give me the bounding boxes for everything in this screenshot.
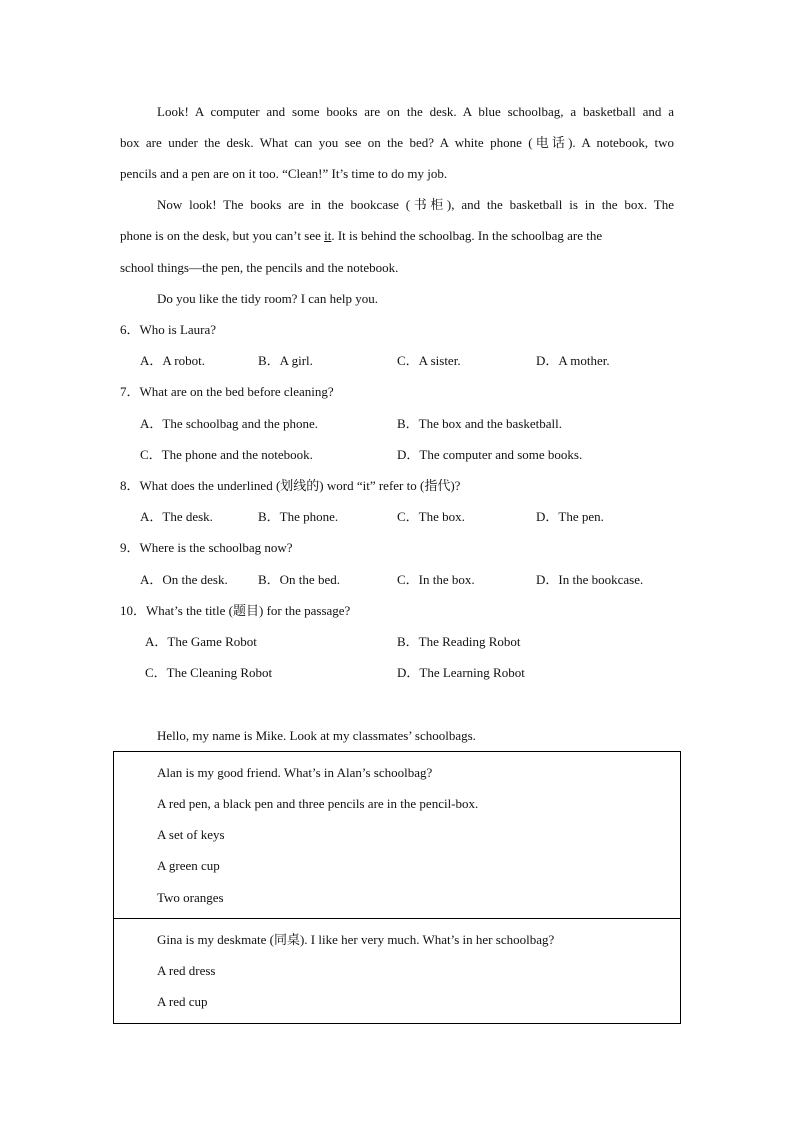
option-a[interactable]: A．The Game Robot [145,634,257,649]
box-line: Two oranges [157,890,224,905]
option-b[interactable]: B．The phone. [258,509,339,524]
passage-line: box are under the desk. What can you see on the bed? A white phone (电话). A notebook, two [120,135,674,150]
option-a[interactable]: A．On the desk. [140,572,228,587]
box-line: A green cup [157,858,220,873]
box-line: A red dress [157,963,216,978]
option-b[interactable]: B．On the bed. [258,572,340,587]
box-line: Alan is my good friend. What’s in Alan’s schoolbag? [157,765,433,780]
option-b[interactable]: B．A girl. [258,353,313,368]
question-stem: 6．Who is Laura? [120,322,217,337]
option-c[interactable]: C．The Cleaning Robot [145,665,273,680]
option-c[interactable]: C．The box. [397,509,465,524]
underlined-word-it: it [324,228,332,243]
passage-line: Look! A computer and some books are on the desk. A blue schoolbag, a basketball and a [157,104,674,119]
question-stem: 10．What’s the title (题目) for the passage? [120,603,351,618]
option-d[interactable]: D．A mother. [536,353,610,368]
box-line: A red cup [157,994,208,1009]
question-stem: 7．What are on the bed before cleaning? [120,384,334,399]
passage-line: Do you like the tidy room? I can help you. [157,291,378,306]
passage-text: phone is on the desk, but you can’t see [120,228,325,243]
passage-line: Now look! The books are in the bookcase (书柜), and the basketball is in the box. The [157,197,674,212]
box-line: A red pen, a black pen and three pencils are in the pencil-box. [157,796,479,811]
option-b[interactable]: B．The Reading Robot [397,634,521,649]
option-d[interactable]: D．In the bookcase. [536,572,644,587]
passage-line: school things—the pen, the pencils and the notebook. [120,260,399,275]
option-d[interactable]: D．The Learning Robot [397,665,525,680]
passage-line [120,228,674,244]
option-c[interactable]: C．A sister. [397,353,461,368]
passage-text: . It is behind the schoolbag. In the schoolbag are the [331,228,603,243]
question-stem: 9．Where is the schoolbag now? [120,540,293,555]
option-b[interactable]: B．The box and the basketball. [397,416,562,431]
section-intro: Hello, my name is Mike. Look at my classmates’ schoolbags. [157,728,476,743]
option-a[interactable]: A．A robot. [140,353,206,368]
option-d[interactable]: D．The computer and some books. [397,447,583,462]
question-stem: 8．What does the underlined (划线的) word “it” refer to (指代)? [120,478,461,493]
option-a[interactable]: A．The schoolbag and the phone. [140,416,318,431]
box-line: A set of keys [157,827,225,842]
option-c[interactable]: C．The phone and the notebook. [140,447,313,462]
passage-line: pencils and a pen are on it too. “Clean!” It’s time to do my job. [120,166,448,181]
option-c[interactable]: C．In the box. [397,572,475,587]
option-a[interactable]: A．The desk. [140,509,213,524]
option-d[interactable]: D．The pen. [536,509,604,524]
box-line: Gina is my deskmate (同桌). I like her very much. What’s in her schoolbag? [157,932,555,947]
